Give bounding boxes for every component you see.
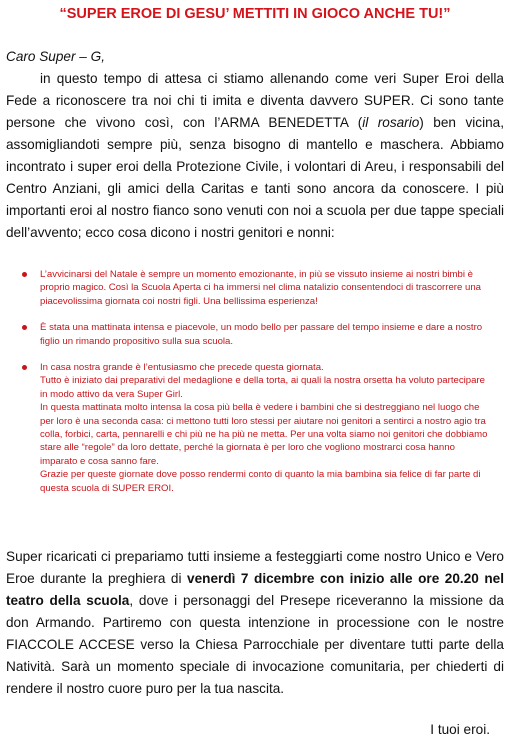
quote-item-3 xyxy=(20,361,490,495)
quote-line: L’avvicinarsi del Natale è sempre un momento emozionante, in più se vissuto insieme ai nostri bimbi è proprio magico. Così la Scuola Aperta ci ha immersi nel clima natalizio consentendoci di trascorrere una piacevolissima giornata coi nostri figli. Una bellissima esperienza! xyxy=(40,269,481,307)
quote-item-1 xyxy=(20,268,490,308)
quote-line: Grazie per queste giornate dove posso rendermi conto di quanto la mia bambina sia felice di far parte di questa scuola di SUPER EROI. xyxy=(40,469,481,494)
quote-line: In questa mattinata molto intensa la cosa più bella è vedere i bambini che si destreggiano nel luogo che per loro è una seconda casa: ci mettono tutti loro stessi per aiutare noi genitori a sentirci a nostro agio tra colla, forbici, carta, pennarelli e chi più ne ha più ne metta. Per una volta siamo noi genitori che dobbiamo stare alle “regole” da loro dettate, perché la giornata è per loro che vogliono mostrarci cosa hanno imparato e cosa sanno fare. xyxy=(40,402,488,467)
parent-quotes-list xyxy=(20,268,490,495)
intro-text-1: in questo tempo di attesa ci stiamo allenando come veri Super Eroi della Fede a riconoscere tra noi chi ti imita e diventa davvero SUPER. Ci sono tante persone che vivono così, con l’ARMA BENEDETTA ( xyxy=(6,71,504,130)
closing-paragraph xyxy=(6,546,504,700)
intro-text-2: ) ben vicina, assomigliandoti sempre più, senza bisogno di mantello e maschera. Abbiamo incontrato i super eroi della Protezione Civile, i volontari di Areu, i responsabili del Centro Anziani, gli amici della Caritas e tanti sono ancora da conoscere. I più importanti eroi al nostro fianco sono venuti con noi a scuola per due tappe speciali dell’avvento; ecco cosa dicono i nostri genitori e nonni: xyxy=(6,115,504,240)
event-details: venerdì 7 dicembre con inizio alle ore 20.20 nel teatro della scuola xyxy=(6,571,504,608)
intro-paragraph xyxy=(6,68,504,244)
quote-line: Tutto è iniziato dai preparativi del medaglione e della torta, ai quali la nostra orsetta ha voluto partecipare in modo attivo da vera Super Girl. xyxy=(40,375,485,400)
quote-line: In casa nostra grande è l’entusiasmo che precede questa giornata. xyxy=(40,362,324,374)
quote-line: È stata una mattinata intensa e piacevole, un modo bello per passare del tempo insieme e dare a nostro figlio un rimando propositivo sulla sua scuola. xyxy=(40,322,483,347)
signature: I tuoi eroi. xyxy=(430,722,490,737)
closing-text-2: , dove i personaggi del Presepe riceveranno la missione da don Armando. Partiremo con questa intenzione in processione con le nostre FIACCOLE ACCESE verso la Chiesa Parrocchiale per diventare tutti parte della Natività. Sarà un momento speciale di invocazione comunitaria, per chiederti di rendere il nostro cuore puro per la tua nascita. xyxy=(6,593,504,696)
intro-italic: il rosario xyxy=(362,115,420,130)
page-title: “SUPER EROE DI GESU’ METTITI IN GIOCO ANCHE TU!” xyxy=(59,6,451,22)
quote-item-2 xyxy=(20,321,490,348)
salutation: Caro Super – G, xyxy=(6,49,105,64)
closing-text-1: Super ricaricati ci prepariamo tutti insieme a festeggiarti come nostro Unico e Vero Eroe durante la preghiera di xyxy=(6,549,504,586)
